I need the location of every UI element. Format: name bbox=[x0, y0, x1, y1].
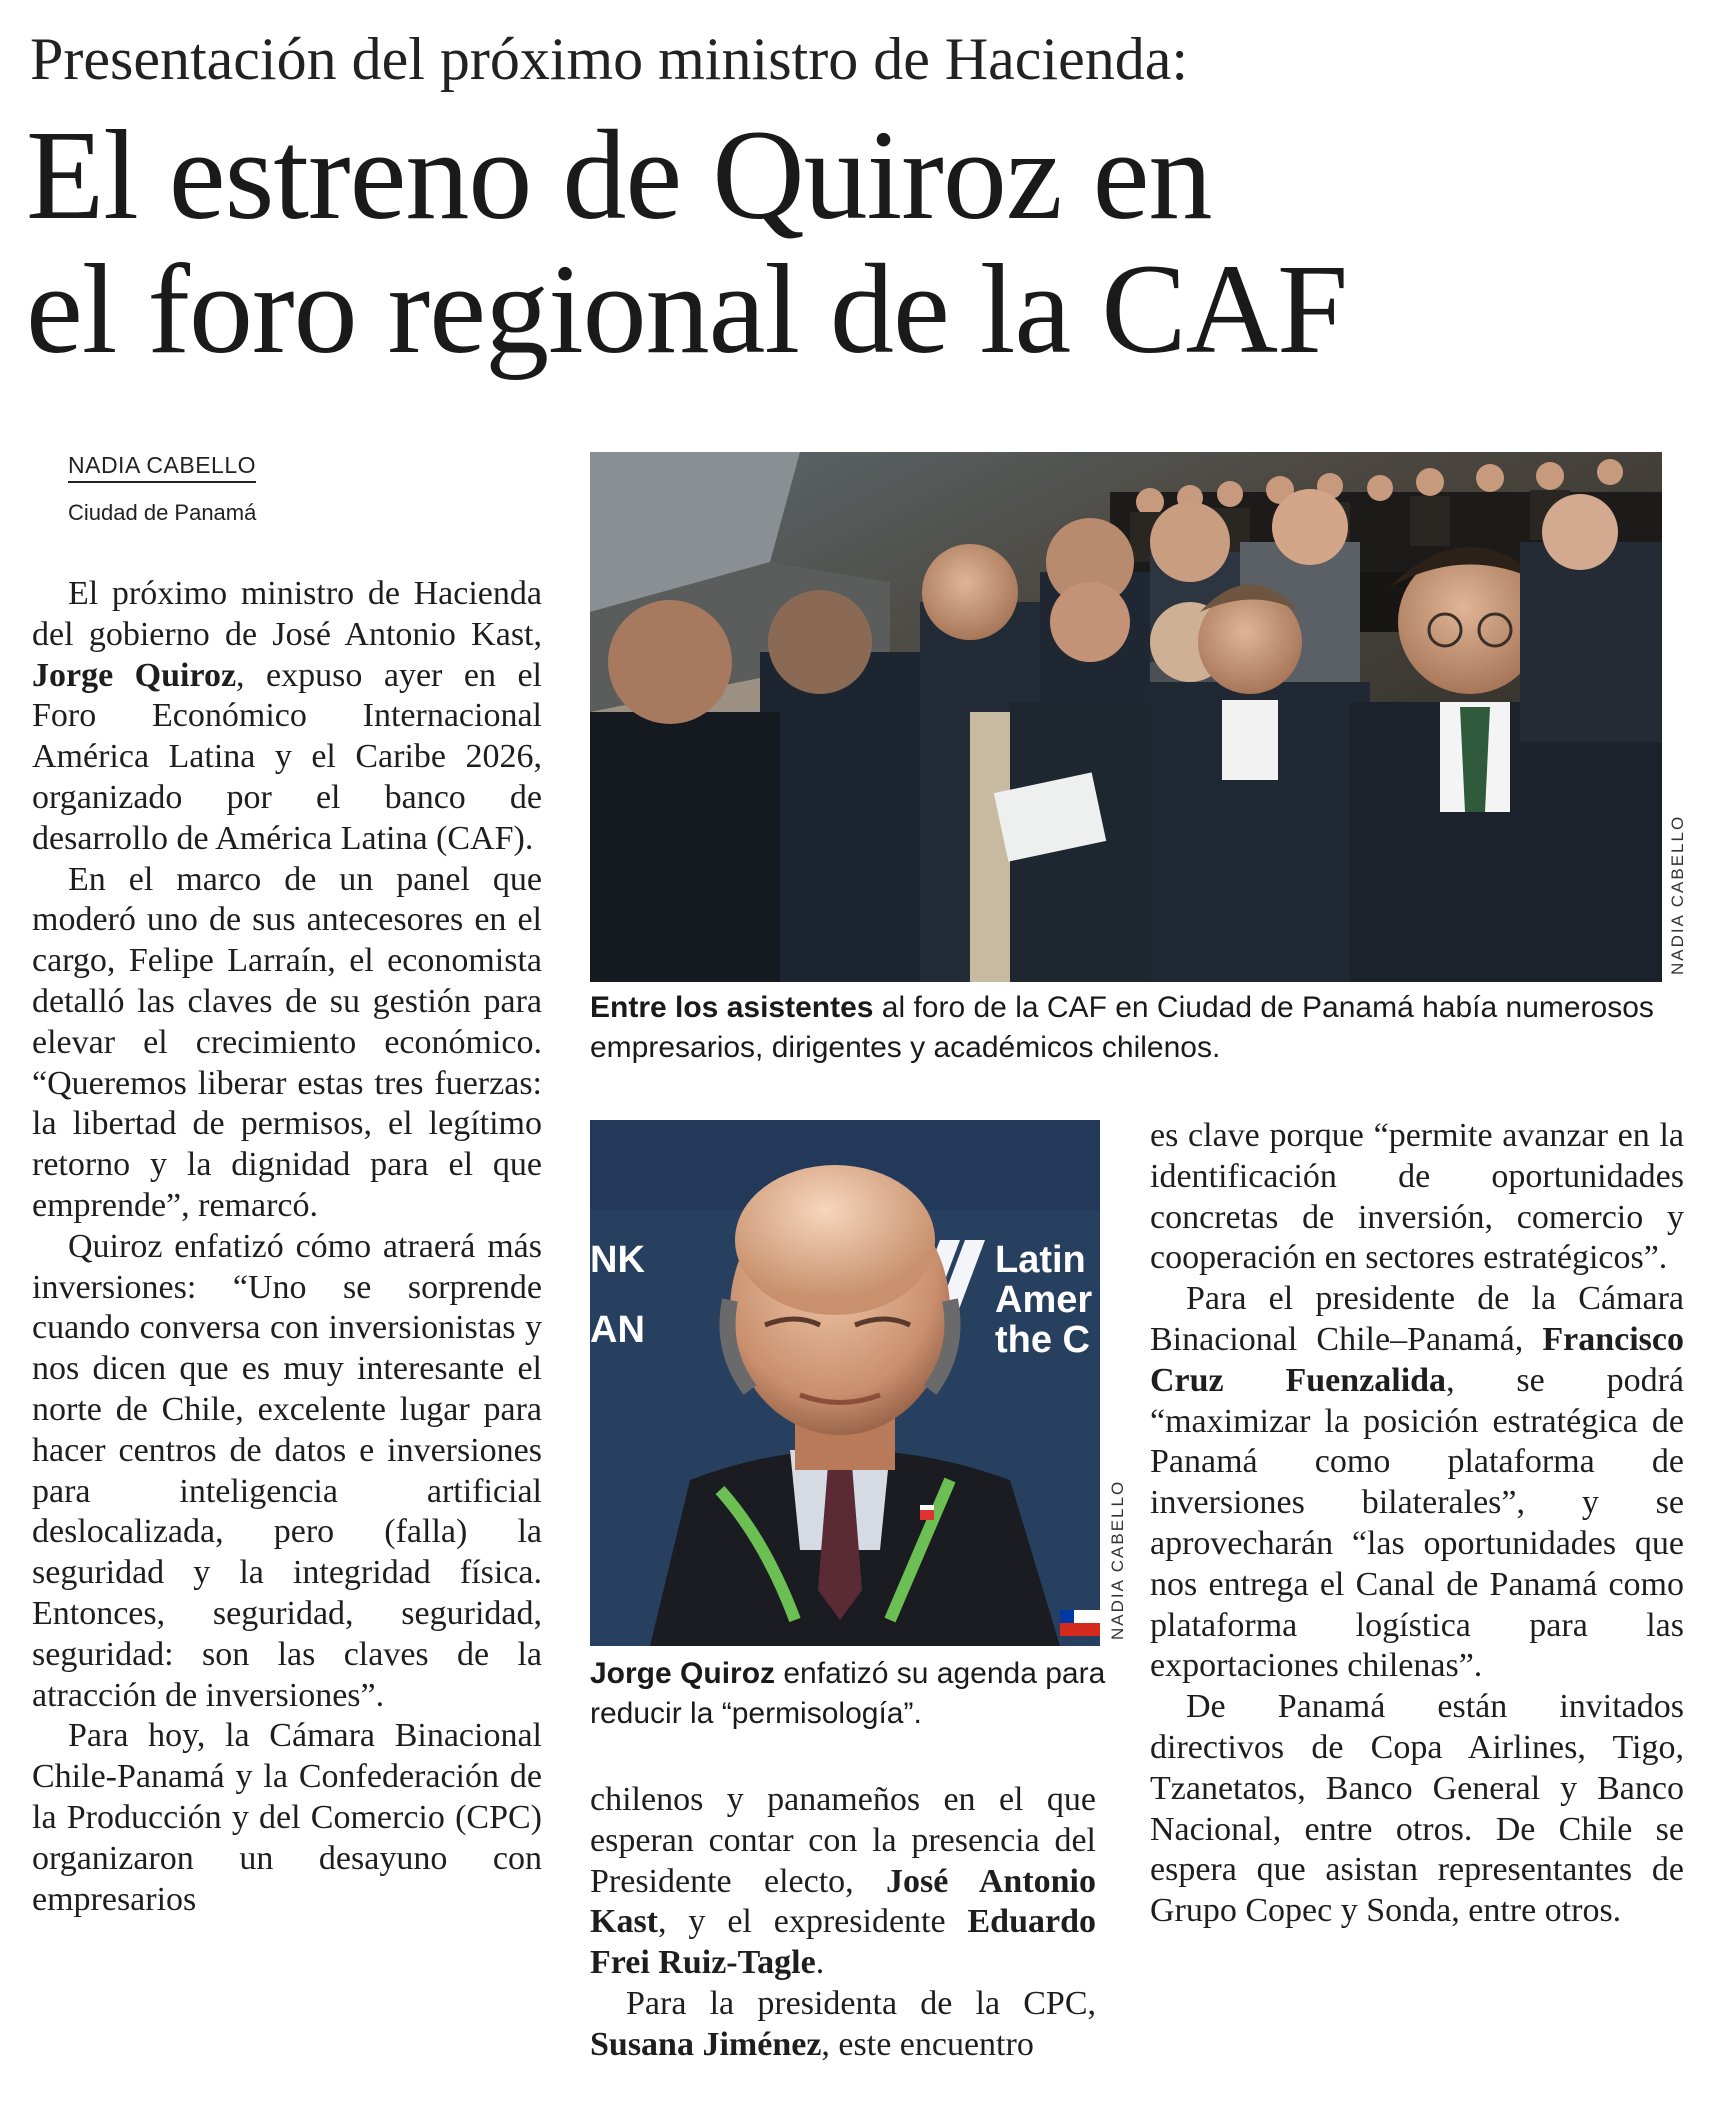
name-francisco-cruz: Francisco Cruz Fuenzalida bbox=[1150, 1320, 1684, 1399]
paragraph: es clave porque “permite avanzar en la identificación de oportunidades concretas de inversión, comercio y cooperación en sectores estratégicos”. bbox=[1150, 1117, 1684, 1277]
photo-caption: Jorge Quiroz enfatizó su agenda para reducir la “permisología”. bbox=[590, 1657, 1106, 1730]
name-susana-jimenez: Susana Jiménez bbox=[590, 2025, 822, 2063]
backdrop-text: NK bbox=[590, 1239, 645, 1281]
paragraph: De Panamá están invitados directivos de Copa Airlines, Tigo, Tzanetatos, Banco General y Banco Nacional, entre otros. De Chile se espera que asistan representantes de Grupo Copec y Sonda, entre otros. bbox=[1150, 1688, 1684, 1930]
paragraph: Para el presidente de la Cámara Binacional Chile–Panamá, Francisco Cruz Fuenzalida, se podrá “maximizar la posición estratégica de Panamá como plataforma de inversiones bilaterales”, y se aprovecharán “las oportunidades que nos entrega el Canal de Panamá como plataforma logística para las exportaciones chilenas”. bbox=[1150, 1280, 1684, 1685]
article-column-1 bbox=[32, 574, 542, 1920]
backdrop-text: Latin bbox=[995, 1239, 1086, 1281]
headline bbox=[26, 104, 1686, 380]
audience-photo bbox=[590, 452, 1662, 982]
paragraph: El próximo ministro de Hacienda del gobierno de José Antonio Kast, Jorge Quiroz, expuso ayer en el Foro Económico Internacional América Latina y el Caribe 2026, organizado por el banco de desarrollo de América Latina (CAF). bbox=[32, 575, 542, 857]
byline: NADIA CABELLO bbox=[68, 452, 256, 483]
quiroz-portrait-photo bbox=[590, 1120, 1100, 1646]
paragraph: Para hoy, la Cámara Binacional Chile-Panamá y la Confederación de la Producción y del Comercio (CPC) organizaron un desayuno con empresarios bbox=[32, 1717, 542, 1918]
article-column-2 bbox=[590, 1780, 1096, 2066]
headline-line-2: el foro regional de la CAF bbox=[26, 238, 1348, 380]
paragraph: Para la presidenta de la CPC, Susana Jiménez, este encuentro bbox=[590, 1984, 1096, 2063]
name-eduardo-frei: Eduardo Frei Ruiz-Tagle bbox=[590, 1903, 1096, 1982]
backdrop-text: the C bbox=[995, 1319, 1090, 1361]
headline-line-1: El estreno de Quiroz en bbox=[26, 104, 1212, 246]
name-jorge-quiroz: Jorge Quiroz bbox=[32, 656, 237, 694]
backdrop-text: AN bbox=[590, 1309, 645, 1351]
paragraph: En el marco de un panel que moderó uno de sus antecesores en el cargo, Felipe Larraín, el economista detalló las claves de su gestión para elevar el crecimiento económico. “Queremos liberar estas tres fuerzas: la libertad de permisos, el legítimo retorno y la dignidad para el que emprende”, remarcó. bbox=[32, 860, 542, 1224]
photo-credit: NADIA CABELLO bbox=[1668, 814, 1687, 975]
paragraph: Quiroz enfatizó cómo atraerá más inversiones: “Uno se sorprende cuando conversa con inversionistas y nos dicen que es muy interesante el norte de Chile, excelente lugar para hacer centros de datos e inversiones para inteligencia artificial deslocalizada, pero (falla) la seguridad y la integridad física. Entonces, seguridad, seguridad, seguridad: son las claves de la atracción de inversiones”. bbox=[32, 1227, 542, 1714]
photo-caption: Entre los asistentes al foro de la CAF en Ciudad de Panamá había numerosos empresarios, dirigentes y académicos chilenos. bbox=[590, 991, 1654, 1064]
backdrop-text: Amer bbox=[995, 1279, 1093, 1321]
article-column-3 bbox=[1150, 1116, 1684, 1932]
dateline-location: Ciudad de Panamá bbox=[68, 500, 257, 525]
name-jose-antonio-kast: José Antonio Kast bbox=[590, 1862, 1097, 1941]
photo-credit: NADIA CABELLO bbox=[1108, 1479, 1127, 1640]
paragraph: chilenos y panameños en el que esperan contar con la presencia del Presidente electo, José Antonio Kast, y el expresidente Eduardo Frei Ruiz-Tagle. bbox=[590, 1781, 1097, 1982]
kicker: Presentación del próximo ministro de Hacienda: bbox=[30, 26, 1189, 92]
